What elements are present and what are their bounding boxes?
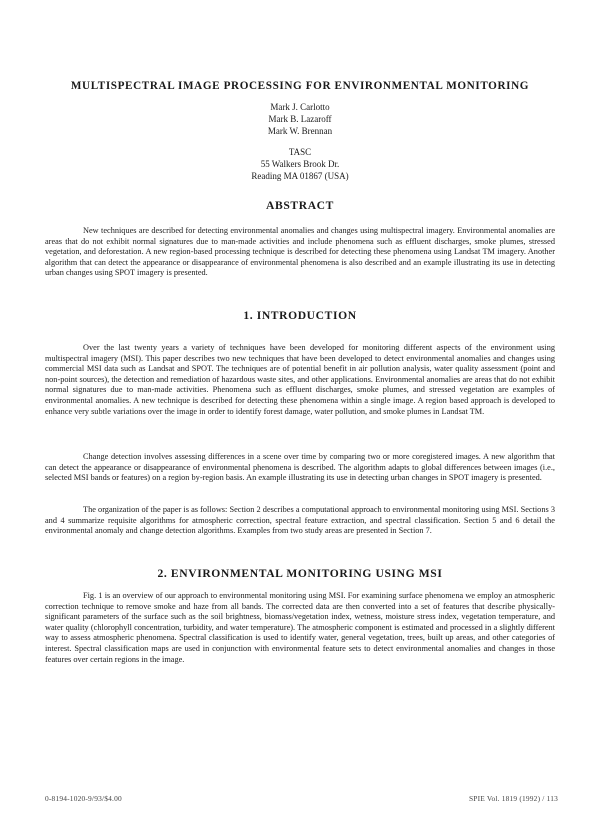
section-1-heading: 1. INTRODUCTION [243,309,357,322]
footer-code: 0-8194-1020-9/93/$4.00 [45,794,122,803]
affiliation-street: 55 Walkers Brook Dr. [260,159,340,169]
author-name: Mark J. Carlotto [270,102,330,112]
author-name: Mark B. Lazaroff [268,114,332,124]
author-name: Mark W. Brennan [267,126,333,136]
abstract-heading: ABSTRACT [266,199,334,212]
author-list [200,101,400,137]
section-1-paragraph: Over the last twenty years a variety of techniques have been developed for monitoring different aspects of the environment using multispectral imagery (MSI). This paper describes two new techniques that have been developed to detect environmental anomalies and changes using commercial MSI data such as Landsat and SPOT. The techniques are of potential benefit in air pollution analysis, water quality assessment (point and non-point sources), the detection and remediation of hazardous waste sites, and other applications. Environmental anomalies are areas that do not exhibit normal signatures due to man-made activities. Phenomena such as effluent discharges, smoke plumes, and stressed vegetation are examples of environmental anomalies. A new technique is described for detecting these phenomena within a single image. A region based approach is developed to enhance very subtle variations over the image in order to identify forest damage, water pollution, and smoke plumes in Landsat TM. [45,343,555,416]
abstract-text: New techniques are described for detecting environmental anomalies and changes using multispectral imagery. Environmental anomalies are areas that do not exhibit normal signatures due to man-made activities and include phenomena such as effluent discharges, smoke plumes, stressed vegetation, and deforestation. A new region-based processing technique is described for detecting these phenomena using Landsat TM imagery. Another algorithm that can detect the appearance or disappearance of environmental phenomena is also described and an example illustrating its use in detecting urban changes using SPOT imagery is presented. [45,226,555,278]
affiliation-org: TASC [288,147,312,157]
section-1-paragraph: The organization of the paper is as follows: Section 2 describes a computational approach to environmental monitoring using MSI. Sections 3 and 4 summarize requisite algorithms for atmospheric correction, spectral feature extraction, and spectral classification. Section 5 and 6 detail the environmental anomaly and change detection algorithms. Examples from two study areas are presented in Section 7. [45,505,555,536]
section-1-paragraph: Change detection involves assessing differences in a scene over time by comparing two or more coregistered images. A new algorithm that can detect the appearance or disappearance of environmental phenomena is described. The algorithm adapts to global differences between images (i.e., selected MSI bands or features) on a region by-region basis. An example illustrating its use in detecting urban changes in SPOT imagery is presented. [45,452,555,483]
paper-title: MULTISPECTRAL IMAGE PROCESSING FOR ENVIRONMENTAL MONITORING [70,80,530,92]
affiliation-city: Reading MA 01867 (USA) [251,171,349,181]
section-2-paragraph: Fig. 1 is an overview of our approach to environmental monitoring using MSI. For examining surface phenomena we employ an atmospheric correction technique to remove smoke and haze from all bands. The corrected data are then converted into a set of features that describe physically-significant parameters of the surface such as the soil brightness, biomass/vegetation index, wetness, moisture stress index, vegetation temperature, and water quality (chlorophyll concentration, turbidity, and water temperature). The atmospheric component is estimated and processed in a slightly different way to assess atmospheric phenomena. Spectral classification is used to identify water, general vegetation, trees, built up areas, and other categories of interest. Spectral classification maps are used in conjunction with environmental feature sets to detect environmental anomalies and changes in those features over certain regions in the image. [45,591,555,664]
affiliation [200,146,400,182]
footer-page-ref: SPIE Vol. 1819 (1992) / 113 [468,794,558,803]
section-2-heading: 2. ENVIRONMENTAL MONITORING USING MSI [157,567,443,580]
